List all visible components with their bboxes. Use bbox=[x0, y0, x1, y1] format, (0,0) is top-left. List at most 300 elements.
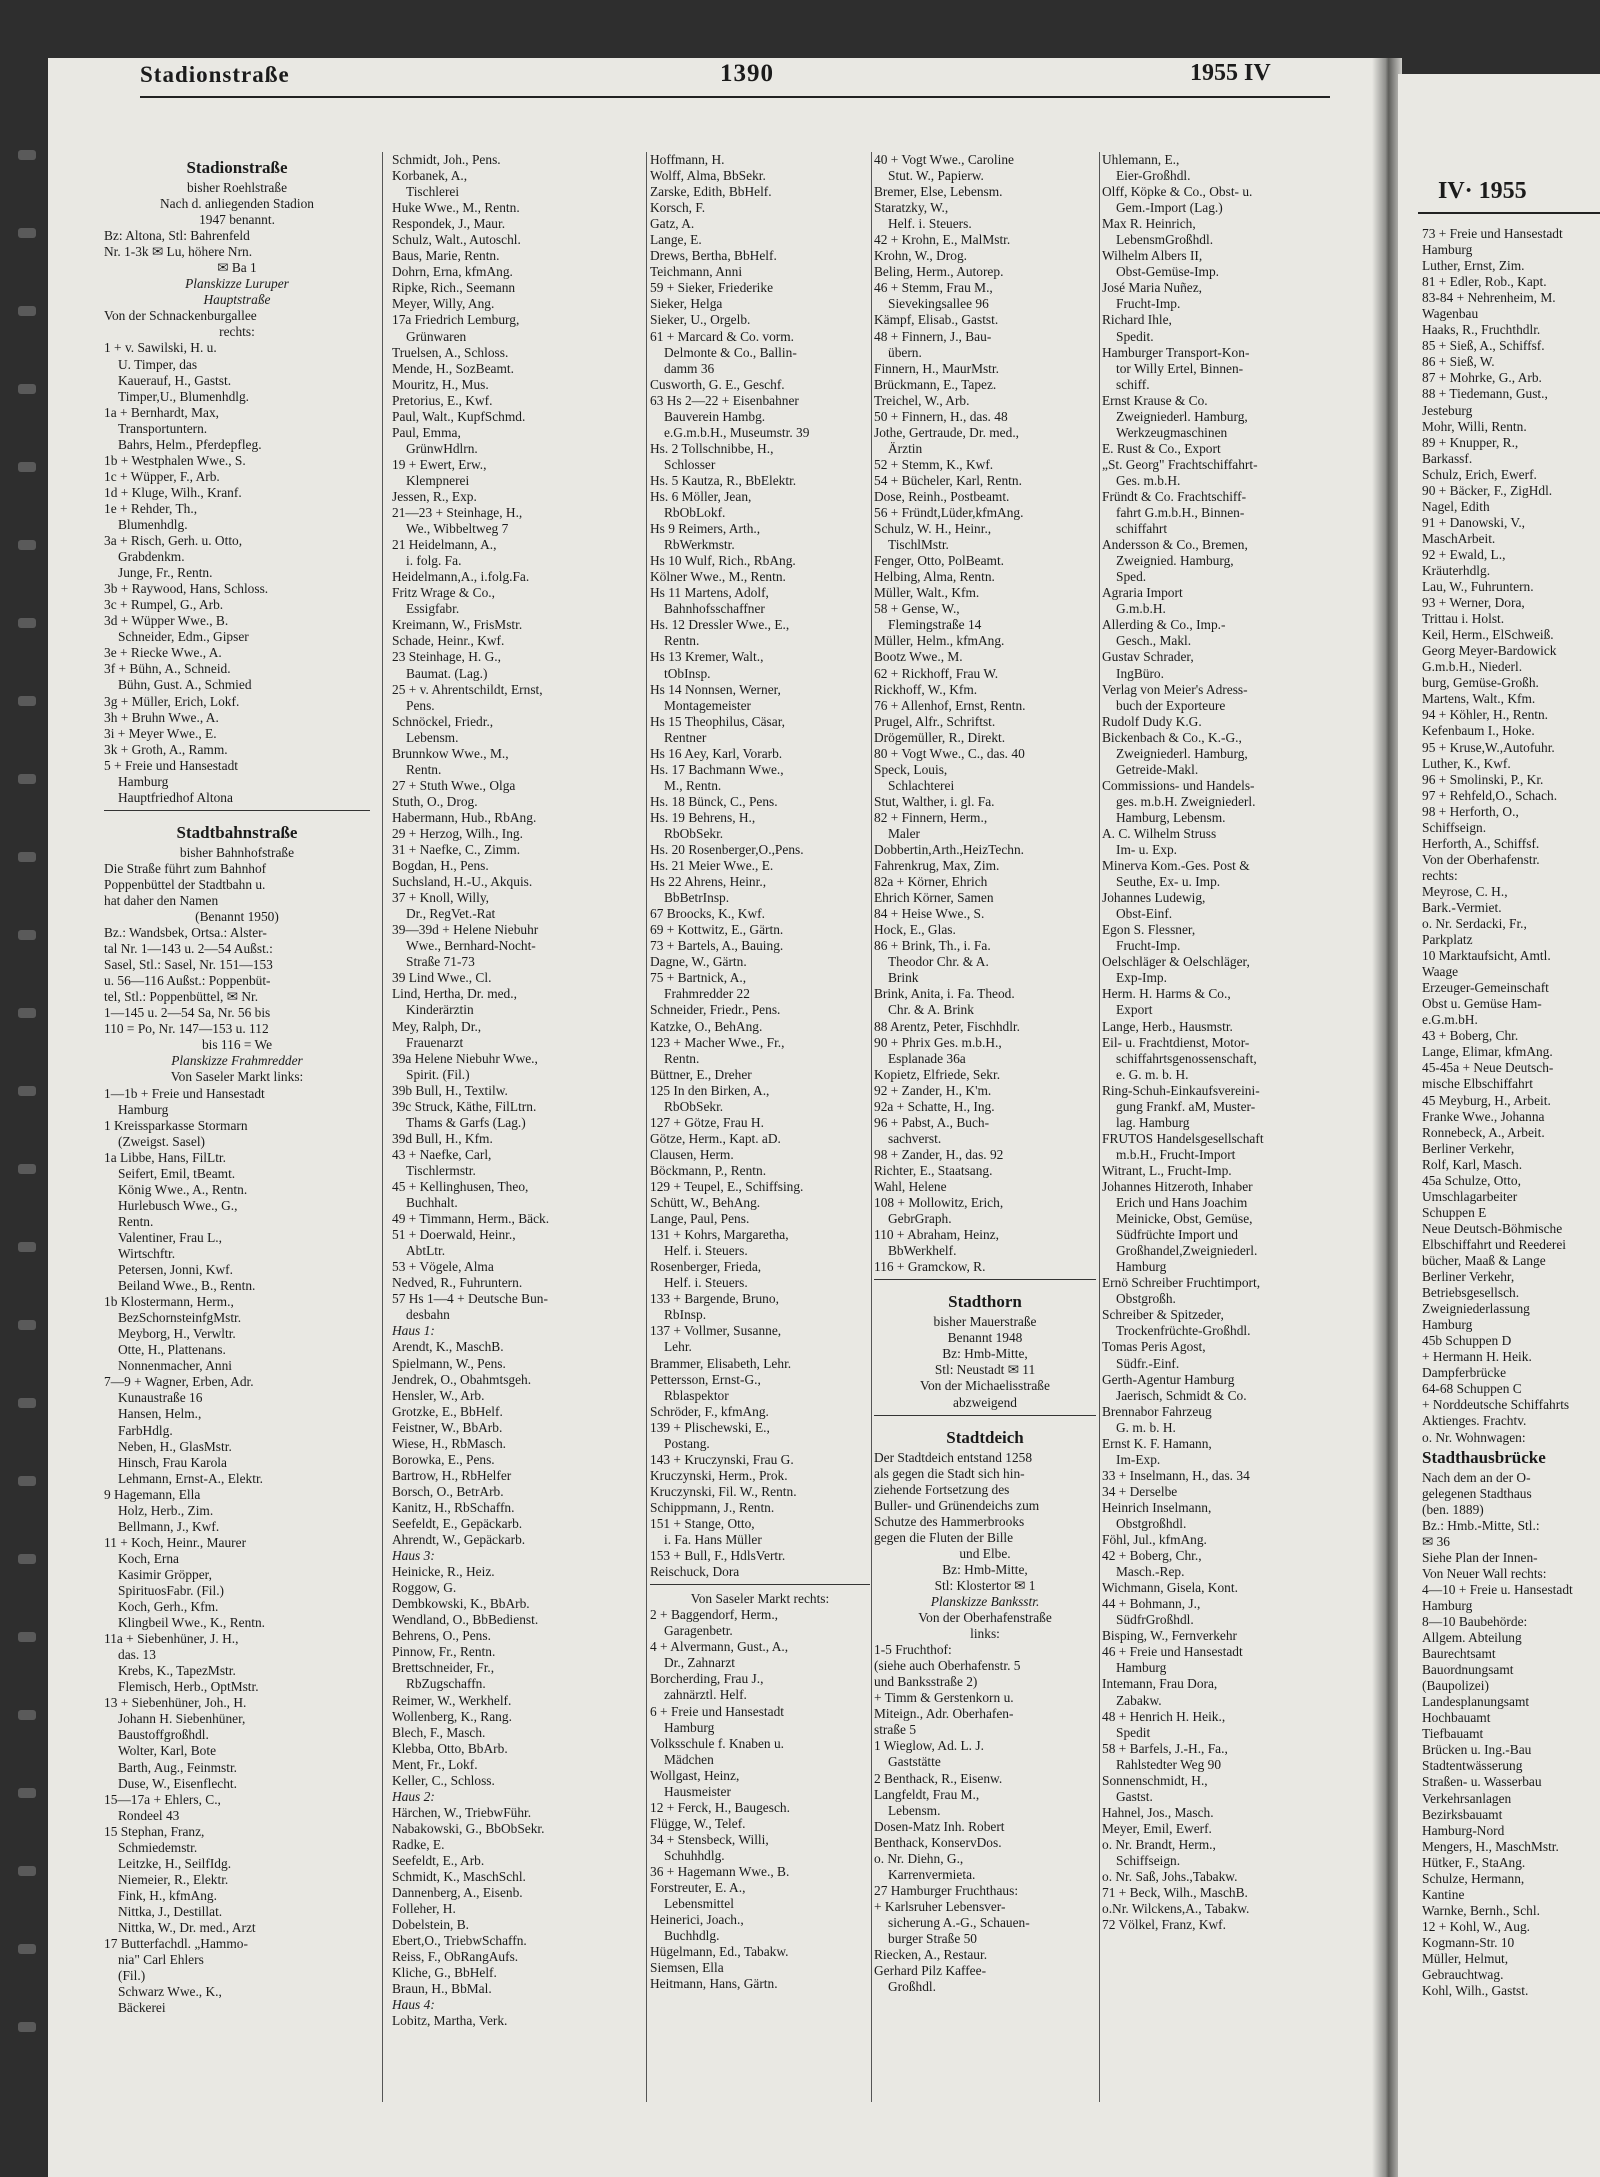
directory-entry: Bartrow, H., RbHelfer bbox=[392, 1467, 512, 1483]
directory-entry: Max R. Heinrich, bbox=[1102, 216, 1196, 232]
directory-entry: Obst-Einf. bbox=[1116, 906, 1173, 922]
directory-entry: Wichmann, Gisela, Kont. bbox=[1102, 1580, 1238, 1596]
directory-entry: Mädchen bbox=[664, 1751, 714, 1767]
directory-entry: BbBetrInsp. bbox=[664, 890, 730, 906]
directory-entry: schiffahrt bbox=[1116, 521, 1168, 537]
directory-entry: Schwarz Wwe., K., bbox=[118, 1984, 222, 2000]
directory-entry: Werkzeugmaschinen bbox=[1116, 424, 1228, 440]
directory-entry: Hansen, Helm., bbox=[118, 1406, 202, 1422]
directory-entry: 81 + Edler, Rob., Kapt. bbox=[1422, 274, 1547, 290]
directory-entry: Sieker, U., Orgelb. bbox=[650, 312, 751, 328]
directory-entry: Wolff, Alma, BbSekr. bbox=[650, 168, 766, 184]
directory-entry: Kasimir Gröpper, bbox=[118, 1566, 212, 1582]
directory-entry: 43 + Boberg, Chr. bbox=[1422, 1028, 1519, 1044]
directory-entry: Commissions- und Handels- bbox=[1102, 777, 1255, 793]
directory-entry: Gem.-Import (Lag.) bbox=[1116, 200, 1223, 216]
directory-entry: Heinerici, Joach., bbox=[650, 1912, 744, 1928]
directory-entry: Föhl, Jul., kfmAng. bbox=[1102, 1532, 1207, 1548]
street-heading: Stadtbahnstraße bbox=[176, 822, 298, 842]
directory-entry: Kantine bbox=[1422, 1886, 1465, 1902]
street-heading: Stadionstraße bbox=[186, 158, 288, 177]
directory-entry: Lebensm. bbox=[406, 729, 459, 745]
directory-entry: 95 + Kruse,W.,Autofuhr. bbox=[1422, 739, 1555, 755]
directory-entry: buch der Exporteure bbox=[1116, 697, 1226, 713]
directory-entry: Ges. m.b.H. bbox=[1116, 472, 1181, 488]
directory-entry: Hs. 12 Dressler Wwe., E., bbox=[650, 617, 790, 633]
directory-entry: Theodor Chr. & A. bbox=[888, 954, 989, 970]
directory-entry: Lange, Herb., Hausmstr. bbox=[1102, 1018, 1233, 1034]
directory-entry: 49 + Timmann, Herm., Bäck. bbox=[392, 1211, 550, 1227]
directory-entry: ✉ Ba 1 bbox=[217, 260, 257, 276]
directory-entry: Hurlebusch Wwe., G., bbox=[118, 1197, 238, 1213]
directory-entry: Großhandel,Zweigniederl. bbox=[1116, 1243, 1258, 1259]
directory-entry: Spedit. bbox=[1116, 328, 1154, 344]
directory-entry: Südfr.-Einf. bbox=[1116, 1355, 1180, 1371]
directory-entry: 129 + Teupel, E., Schiffsing. bbox=[650, 1179, 804, 1194]
directory-entry: 27 Hamburger Fruchthaus: bbox=[874, 1882, 1019, 1898]
directory-entry: Blech, F., Masch. bbox=[392, 1724, 486, 1740]
directory-entry: Landesplanungsamt bbox=[1422, 1694, 1530, 1710]
directory-entry: E. Rust & Co., Export bbox=[1102, 440, 1221, 456]
directory-entry: 89 + Knupper, R., bbox=[1422, 434, 1519, 450]
street-heading: Stadtdeich bbox=[946, 1427, 1024, 1447]
directory-entry: Dobbertin,Arth.,HeizTechn. bbox=[874, 842, 1025, 858]
directory-entry: 96 + Pabst, A., Buch- bbox=[874, 1114, 990, 1130]
directory-entry: Pettersson, Ernst-G., bbox=[650, 1371, 761, 1387]
directory-entry: Tiefbauamt bbox=[1422, 1726, 1484, 1742]
directory-entry: o. Nr. Brandt, Herm., bbox=[1102, 1836, 1216, 1852]
directory-entry: Bahrs, Helm., Pferdepfleg. bbox=[118, 436, 262, 452]
directory-entry: i. Fa. Hans Müller bbox=[664, 1532, 762, 1548]
directory-entry: Parkplatz bbox=[1422, 932, 1473, 948]
directory-entry: Bootz Wwe., M. bbox=[874, 649, 963, 665]
directory-entry: 52 + Stemm, K., Kwf. bbox=[874, 456, 994, 472]
directory-entry: o. Nr. Wohnwagen: bbox=[1422, 1429, 1526, 1445]
directory-entry: 64-68 Schuppen C bbox=[1422, 1381, 1522, 1397]
directory-entry: Zweigniederlassung bbox=[1422, 1301, 1530, 1317]
directory-entry: Kreimann, W., FrisMstr. bbox=[392, 617, 523, 633]
directory-entry: Stl: Neustadt ✉ 11 bbox=[934, 1362, 1036, 1378]
directory-entry: 39d Bull, H., Kfm. bbox=[392, 1130, 493, 1146]
directory-entry: Niemeier, R., Elektr. bbox=[118, 1871, 229, 1887]
directory-entry: Ment, Fr., Lokf. bbox=[392, 1756, 478, 1772]
directory-entry: desbahn bbox=[406, 1307, 450, 1323]
directory-entry: 3i + Meyer Wwe., E. bbox=[104, 725, 217, 741]
directory-entry: Kohl, Wilh., Gastst. bbox=[1422, 1983, 1529, 1999]
directory-entry: Ring-Schuh-Einkaufsvereini- bbox=[1102, 1082, 1260, 1098]
directory-entry: 98 + Zander, H., das. 92 bbox=[874, 1146, 1004, 1162]
directory-entry: Lobitz, Martha, Verk. bbox=[392, 2013, 508, 2029]
directory-entry: Feistner, W., BbArb. bbox=[392, 1419, 503, 1435]
directory-entry: Planskizze Luruper bbox=[185, 276, 289, 292]
directory-entry: 34 + Stensbeck, Willi, bbox=[650, 1831, 769, 1847]
directory-entry: Sieker, Helga bbox=[650, 296, 723, 312]
directory-entry: Hinsch, Frau Karola bbox=[118, 1454, 227, 1470]
directory-entry: Valentiner, Frau L., bbox=[118, 1229, 222, 1245]
directory-entry: Lehmann, Ernst-A., Elektr. bbox=[118, 1470, 264, 1486]
directory-entry: 151 + Stange, Otto, bbox=[650, 1515, 755, 1531]
directory-entry: tel, Stl.: Poppenbüttel, ✉ Nr. bbox=[104, 989, 259, 1005]
directory-entry: Ernst Krause & Co. bbox=[1102, 392, 1208, 408]
directory-entry: Junge, Fr., Rentn. bbox=[118, 565, 213, 581]
directory-entry: 1947 benannt. bbox=[199, 212, 275, 228]
directory-entry: 61 + Marcard & Co. vorm. bbox=[650, 328, 795, 344]
directory-entry: Holz, Herb., Zim. bbox=[118, 1502, 214, 1518]
column-divider bbox=[1099, 152, 1100, 2102]
directory-entry: 97 + Rehfeld,O., Schach. bbox=[1422, 787, 1558, 803]
directory-entry: Umschlagarbeiter bbox=[1422, 1188, 1518, 1204]
directory-entry: „St. Georg" Frachtschiffahrt- bbox=[1102, 456, 1258, 472]
directory-entry: ziehende Fortsetzung des bbox=[874, 1481, 1010, 1497]
directory-entry: Brücken u. Ing.-Bau bbox=[1422, 1742, 1532, 1758]
directory-entry: Schulze, Hermann, bbox=[1422, 1870, 1525, 1886]
directory-entry: Brink bbox=[888, 970, 919, 986]
header-rule bbox=[140, 96, 1330, 98]
directory-entry: o. Nr. Diehn, G., bbox=[874, 1850, 964, 1866]
column-2 bbox=[392, 152, 642, 2029]
directory-entry: SpirituosFabr. (Fil.) bbox=[118, 1582, 225, 1598]
directory-entry: Bogdan, H., Pens. bbox=[392, 858, 489, 874]
directory-entry: Arendt, K., MaschB. bbox=[392, 1339, 504, 1355]
directory-entry: Lange, E. bbox=[650, 232, 702, 248]
directory-entry: 15—17a + Ehlers, C., bbox=[104, 1791, 221, 1807]
directory-entry: Kruczynski, Fil. W., Rentn. bbox=[650, 1483, 797, 1499]
directory-entry: 1 + v. Sawilski, H. u. bbox=[104, 340, 217, 356]
directory-entry: 82a + Körner, Ehrich bbox=[874, 874, 988, 890]
directory-entry: 96 + Smolinski, P., Kr. bbox=[1422, 771, 1544, 787]
directory-entry: 50 + Finnern, H., das. 48 bbox=[874, 408, 1008, 424]
directory-entry: Wollenberg, K., Rang. bbox=[392, 1708, 512, 1724]
directory-entry: Schiffseign. bbox=[1422, 819, 1487, 835]
directory-entry: Beiland Wwe., B., Rentn. bbox=[118, 1278, 256, 1294]
directory-entry: Koch, Erna bbox=[118, 1550, 179, 1566]
directory-entry: Pens. bbox=[406, 697, 435, 713]
directory-entry: 11a + Siebenhüner, J. H., bbox=[104, 1631, 239, 1647]
directory-entry: bisher Bahnhofstraße bbox=[179, 844, 295, 860]
directory-entry: Neben, H., GlasMstr. bbox=[118, 1438, 232, 1454]
directory-entry: Baumat. (Lag.) bbox=[406, 665, 488, 681]
directory-entry: Seifert, Emil, tBeamt. bbox=[118, 1165, 236, 1181]
directory-entry: 58 + Barfels, J.-H., Fa., bbox=[1102, 1740, 1228, 1756]
directory-entry: 33 + Inselmann, H., das. 34 bbox=[1102, 1467, 1250, 1483]
directory-entry: Hoffmann, H. bbox=[650, 152, 725, 167]
directory-entry: 1a Libbe, Hans, FilLtr. bbox=[104, 1149, 226, 1165]
directory-entry: Rosenberger, Frieda, bbox=[650, 1259, 762, 1275]
directory-entry: Buchhdlg. bbox=[664, 1928, 720, 1944]
directory-entry: e. G. m. b. H. bbox=[1116, 1066, 1189, 1082]
directory-entry: 83-84 + Nehrenheim, M. bbox=[1422, 290, 1556, 306]
directory-entry: Paul, Walt., KupfSchmd. bbox=[392, 408, 526, 424]
directory-entry: o.Nr. Wilckens,A., Tabakw. bbox=[1102, 1901, 1250, 1917]
directory-entry: Bickenbach & Co., K.-G., bbox=[1102, 729, 1242, 745]
directory-entry: RbZugschaffn. bbox=[406, 1676, 486, 1692]
directory-entry: Dembkowski, K., BbArb. bbox=[392, 1596, 530, 1612]
directory-entry: Stadtentwässerung bbox=[1422, 1758, 1523, 1774]
directory-entry: Baustoffgroßhdl. bbox=[118, 1727, 209, 1743]
directory-entry: Hs 15 Theophilus, Cäsar, bbox=[650, 713, 785, 729]
directory-entry: Petersen, Jonni, Kwf. bbox=[118, 1262, 233, 1278]
directory-entry: Grabdenkm. bbox=[118, 549, 185, 565]
directory-entry: 69 + Kottwitz, E., Gärtn. bbox=[650, 922, 784, 938]
directory-entry: Bz: Hmb-Mitte, bbox=[942, 1561, 1028, 1577]
directory-entry: Schiffseign. bbox=[1116, 1852, 1181, 1868]
directory-entry: G. m. b. H. bbox=[1116, 1419, 1176, 1435]
directory-entry: Kauerauf, H., Gastst. bbox=[118, 372, 232, 388]
directory-entry: Meyrose, C. H., bbox=[1422, 883, 1508, 899]
section-divider bbox=[874, 1415, 1096, 1422]
directory-entry: Verkehrsanlagen bbox=[1422, 1790, 1512, 1806]
directory-entry: Blumenhdlg. bbox=[118, 516, 188, 532]
directory-entry: Fink, H., kfmAng. bbox=[118, 1887, 217, 1903]
directory-entry: 131 + Kohrs, Margaretha, bbox=[650, 1227, 789, 1243]
directory-entry: Bauordnungsamt bbox=[1422, 1662, 1514, 1678]
directory-entry: 108 + Mollowitz, Erich, bbox=[874, 1195, 1004, 1211]
directory-entry: 31 + Naefke, C., Zimm. bbox=[392, 842, 521, 858]
directory-entry: 12 + Kohl, W., Aug. bbox=[1422, 1918, 1530, 1934]
directory-entry: Gatz, A. bbox=[650, 216, 695, 232]
directory-entry: Bz.: Hmb.-Mitte, Stl.: bbox=[1422, 1517, 1540, 1533]
directory-entry: Intemann, Frau Dora, bbox=[1102, 1676, 1218, 1692]
directory-entry: Dosen-Matz Inh. Robert bbox=[874, 1818, 1005, 1834]
directory-entry: Neue Deutsch-Böhmische bbox=[1422, 1220, 1563, 1236]
directory-entry: 3k + Groth, A., Ramm. bbox=[104, 741, 228, 757]
directory-entry: GebrGraph. bbox=[888, 1211, 952, 1227]
directory-entry: Rblaspektor bbox=[664, 1387, 729, 1403]
directory-entry: Frahmredder 22 bbox=[664, 986, 750, 1002]
directory-entry: Siemsen, Ella bbox=[650, 1960, 724, 1976]
directory-entry: Wirtschftr. bbox=[118, 1246, 176, 1261]
directory-entry: Bellmann, J., Kwf. bbox=[118, 1518, 220, 1534]
directory-entry: 48 + Henrich H. Heik., bbox=[1102, 1708, 1226, 1724]
directory-entry: Mohr, Willi, Rentn. bbox=[1422, 418, 1527, 434]
directory-entry: u. 56—116 Außst.: Poppenbüt- bbox=[104, 973, 271, 989]
directory-entry: Härchen, W., TriebwFühr. bbox=[392, 1804, 532, 1820]
directory-entry: Helf. i. Steuers. bbox=[664, 1243, 748, 1259]
directory-entry: links: bbox=[970, 1626, 1000, 1642]
directory-entry: Hamburg bbox=[664, 1719, 715, 1735]
directory-entry: damm 36 bbox=[664, 360, 715, 376]
directory-entry: 85 + Sieß, A., Schiffsf. bbox=[1422, 338, 1545, 354]
directory-entry: Fahrenkrug, Max, Zim. bbox=[874, 858, 1000, 874]
directory-entry: Schuppen E bbox=[1422, 1204, 1487, 1220]
directory-entry: Götze, Herm., Kapt. aD. bbox=[650, 1130, 781, 1146]
directory-entry: Rudolf Dudy K.G. bbox=[1102, 713, 1202, 729]
directory-entry: Haus 3: bbox=[392, 1548, 435, 1564]
directory-entry: 110 + Abraham, Heinz, bbox=[874, 1227, 999, 1243]
directory-entry: Jessen, R., Exp. bbox=[392, 488, 477, 504]
directory-entry: 153 + Bull, F., HdlsVertr. bbox=[650, 1548, 786, 1564]
directory-entry: Benannt 1948 bbox=[947, 1330, 1023, 1346]
directory-entry: Straßen- u. Wasserbau bbox=[1422, 1774, 1542, 1790]
directory-entry: Reimer, W., Werkhelf. bbox=[392, 1692, 512, 1708]
directory-entry: Essigfabr. bbox=[406, 601, 460, 617]
directory-entry: 62 + Rickhoff, Frau W. bbox=[874, 665, 999, 681]
directory-entry: Planskizze Banksstr. bbox=[930, 1593, 1040, 1609]
directory-entry: Zarske, Edith, BbHelf. bbox=[650, 184, 772, 200]
directory-entry: Von Saseler Markt links: bbox=[170, 1069, 304, 1085]
directory-entry: 73 + Freie und Hansestadt bbox=[1422, 226, 1563, 241]
directory-entry: schiffahrtsgenossenschaft, bbox=[1116, 1050, 1257, 1066]
directory-entry: Pretorius, E., Kwf. bbox=[392, 392, 493, 408]
column-1 bbox=[104, 152, 370, 2016]
directory-entry: Truelsen, A., Schloss. bbox=[392, 344, 509, 360]
directory-entry: 23 Steinhage, H. G., bbox=[392, 649, 501, 665]
directory-entry: G.m.b.H. bbox=[1116, 601, 1166, 617]
directory-entry: burg, Gemüse-Großh. bbox=[1422, 675, 1539, 691]
right-page-year: IV· 1955 bbox=[1438, 178, 1527, 204]
directory-entry: Bauverein Hambg. bbox=[664, 408, 766, 424]
directory-entry: Hs. 20 Rosenberger,O.,Pens. bbox=[650, 842, 804, 858]
directory-entry: Ernst K. F. Hamann, bbox=[1102, 1435, 1212, 1451]
directory-entry: Bz.: Wandsbek, Ortsa.: Alster- bbox=[104, 925, 267, 941]
directory-entry: ✉ 36 bbox=[1422, 1533, 1450, 1549]
directory-entry: Straße 71-73 bbox=[406, 954, 475, 970]
directory-entry: Schmidt, Joh., Pens. bbox=[392, 152, 501, 167]
directory-entry: 46 + Freie und Hansestadt bbox=[1102, 1644, 1243, 1660]
directory-entry: Schreiber & Spitzeder, bbox=[1102, 1307, 1224, 1323]
directory-entry: Stut. W., Papierw. bbox=[888, 168, 984, 184]
directory-entry: Jesteburg bbox=[1422, 402, 1473, 418]
directory-entry: Georg Meyer-Bardowick bbox=[1422, 643, 1557, 659]
directory-entry: 94 + Köhler, H., Rentn. bbox=[1422, 707, 1549, 723]
directory-entry: Chr. & A. Brink bbox=[888, 1002, 974, 1018]
directory-entry: 91 + Danowski, V., bbox=[1422, 514, 1526, 530]
directory-entry: MaschArbeit. bbox=[1422, 530, 1496, 546]
directory-entry: Helbing, Alma, Rentn. bbox=[874, 569, 995, 585]
directory-entry: sachverst. bbox=[888, 1130, 942, 1146]
directory-entry: Suchsland, H.-U., Akquis. bbox=[392, 874, 533, 890]
directory-entry: Erzeuger-Gemeinschaft bbox=[1422, 980, 1549, 996]
directory-entry: IngBüro. bbox=[1116, 665, 1164, 681]
directory-entry: bisher Roehlstraße bbox=[186, 180, 288, 195]
directory-entry: burger Straße 50 bbox=[888, 1930, 978, 1946]
directory-entry: Wiese, H., RbMasch. bbox=[392, 1435, 507, 1451]
directory-entry: Wollgast, Heinz, bbox=[650, 1767, 740, 1783]
directory-entry: Getreide-Makl. bbox=[1116, 761, 1199, 777]
directory-entry: Wilhelm Albers II, bbox=[1102, 248, 1203, 264]
directory-entry: LebensmGroßhdl. bbox=[1116, 232, 1214, 248]
directory-entry: RbObSekr. bbox=[664, 825, 724, 841]
directory-entry: Barkassf. bbox=[1422, 450, 1473, 466]
directory-entry: Müller, Helm., kfmAng. bbox=[874, 633, 1005, 649]
directory-entry: Esplanade 36a bbox=[888, 1050, 966, 1066]
directory-entry: Huke Wwe., M., Rentn. bbox=[392, 200, 520, 216]
column-4 bbox=[874, 152, 1096, 1995]
directory-entry: bis 116 = We bbox=[201, 1037, 273, 1053]
directory-entry: 42 + Boberg, Chr., bbox=[1102, 1548, 1202, 1564]
directory-entry: Exp-Imp. bbox=[1116, 970, 1167, 986]
directory-entry: Koch, Gerh., Kfm. bbox=[118, 1599, 219, 1615]
directory-entry: Spedit bbox=[1116, 1724, 1151, 1740]
directory-entry: RbInsp. bbox=[664, 1307, 707, 1323]
column-5 bbox=[1102, 152, 1338, 1933]
directory-entry: Müller, Helmut, bbox=[1422, 1950, 1509, 1966]
directory-entry: Forstreuter, E. A., bbox=[650, 1880, 746, 1896]
directory-entry: Reischuck, Dora bbox=[650, 1564, 740, 1580]
directory-entry: Südfrüchte Import und bbox=[1116, 1227, 1238, 1243]
directory-entry: 39 Lind Wwe., Cl. bbox=[392, 970, 492, 986]
directory-entry: Baurechtsamt bbox=[1422, 1646, 1496, 1662]
directory-entry: Maler bbox=[888, 825, 920, 841]
directory-entry: 123 + Macher Wwe., Fr., bbox=[650, 1034, 785, 1050]
directory-entry: GrünwHdlrn. bbox=[406, 440, 478, 456]
directory-entry: Obstgroßhdl. bbox=[1116, 1515, 1187, 1531]
directory-entry: e.G.m.b.H., Museumstr. 39 bbox=[664, 424, 810, 440]
directory-entry: Schulz, Walt., Autoschl. bbox=[392, 232, 521, 248]
directory-entry: tObInsp. bbox=[664, 665, 711, 681]
directory-entry: 1b + Westphalen Wwe., S. bbox=[104, 452, 246, 468]
directory-entry: Bremer, Else, Lebensm. bbox=[874, 184, 1003, 200]
directory-entry: Franke Wwe., Johanna bbox=[1422, 1108, 1545, 1124]
directory-entry: Langfeldt, Frau M., bbox=[874, 1786, 980, 1802]
directory-entry: übern. bbox=[888, 344, 922, 360]
directory-entry: José Maria Nuñez, bbox=[1102, 280, 1203, 296]
directory-entry: Hs. 17 Bachmann Wwe., bbox=[650, 761, 784, 777]
directory-entry: Mende, H., SozBeamt. bbox=[392, 360, 514, 376]
directory-entry: 39c Struck, Käthe, FilLtrn. bbox=[392, 1098, 537, 1114]
directory-entry: (ben. 1889) bbox=[1422, 1501, 1484, 1517]
directory-entry: 40 + Vogt Wwe., Caroline bbox=[874, 152, 1014, 167]
directory-entry: Timper,U., Blumenhdlg. bbox=[118, 388, 250, 404]
directory-entry: zahnärztl. Helf. bbox=[664, 1687, 747, 1703]
directory-entry: Clausen, Herm. bbox=[650, 1146, 734, 1162]
directory-entry: Leitzke, H., SeilfIdg. bbox=[118, 1855, 232, 1871]
directory-entry: 3d + Wüpper Wwe., B. bbox=[104, 613, 229, 629]
directory-entry: Zweignied. Hamburg, bbox=[1116, 553, 1234, 569]
directory-entry: Lange, Paul, Pens. bbox=[650, 1211, 750, 1227]
directory-entry: Siehe Plan der Innen- bbox=[1422, 1549, 1538, 1565]
directory-entry: BbWerkhelf. bbox=[888, 1243, 957, 1259]
directory-entry: gelegenen Stadthaus bbox=[1422, 1485, 1532, 1501]
directory-entry: Hs. 18 Bünck, C., Pens. bbox=[650, 793, 778, 809]
directory-entry: Allerding & Co., Imp.- bbox=[1102, 617, 1226, 633]
directory-entry: Bisping, W., Fernverkehr bbox=[1102, 1628, 1238, 1644]
directory-entry: Hauptfriedhof Altona bbox=[118, 789, 233, 805]
directory-entry: Gustav Schrader, bbox=[1102, 649, 1194, 665]
directory-entry: 37 + Knoll, Willy, bbox=[392, 890, 490, 906]
directory-entry: Mouritz, H., Mus. bbox=[392, 376, 489, 392]
directory-entry: Kinderärztin bbox=[406, 1002, 474, 1018]
directory-entry: 1c + Wüpper, F., Arb. bbox=[104, 468, 220, 484]
directory-entry: Hamburg bbox=[1422, 242, 1473, 258]
directory-entry: Meinicke, Obst, Gemüse, bbox=[1116, 1211, 1253, 1227]
directory-entry: Schulz, Erich, Ewerf. bbox=[1422, 466, 1537, 482]
directory-entry: Kanitz, H., RbSchaffn. bbox=[392, 1499, 515, 1515]
directory-entry: Im-Exp. bbox=[1116, 1451, 1161, 1467]
directory-entry: Witrant, L., Frucht-Imp. bbox=[1102, 1162, 1232, 1178]
directory-entry: + Karlsruher Lebensver- bbox=[874, 1898, 1006, 1914]
directory-entry: Wendland, O., BbBedienst. bbox=[392, 1612, 539, 1628]
directory-entry: Heinicke, R., Heiz. bbox=[392, 1564, 495, 1580]
directory-entry: Teichmann, Anni bbox=[650, 264, 743, 280]
directory-entry: Rickhoff, W., Kfm. bbox=[874, 681, 978, 697]
directory-entry: Waage bbox=[1422, 964, 1459, 980]
directory-entry: Bahnhofsschaffner bbox=[664, 601, 765, 617]
directory-entry: 3a + Risch, Gerh. u. Otto, bbox=[104, 533, 243, 549]
directory-entry: Karrenvermieta. bbox=[888, 1866, 976, 1882]
directory-entry: Von der Schnackenburgallee bbox=[104, 308, 257, 324]
directory-entry: Schütt, W., BehAng. bbox=[650, 1195, 761, 1211]
directory-entry: Nach dem an der O- bbox=[1422, 1469, 1531, 1485]
directory-entry: 1d + Kluge, Wilh., Kranf. bbox=[104, 484, 242, 500]
directory-entry: Keil, Herm., ElSchweiß. bbox=[1422, 627, 1554, 643]
directory-entry: Mengers, H., MaschMstr. bbox=[1422, 1838, 1559, 1854]
directory-entry: Behrens, O., Pens. bbox=[392, 1628, 491, 1644]
directory-entry: Hs 13 Kremer, Walt., bbox=[650, 649, 764, 665]
directory-entry: BezSchornsteinfgMstr. bbox=[118, 1310, 242, 1326]
directory-entry: Roggow, G. bbox=[392, 1580, 457, 1596]
directory-entry: Flemisch, Herb., OptMstr. bbox=[118, 1679, 259, 1695]
